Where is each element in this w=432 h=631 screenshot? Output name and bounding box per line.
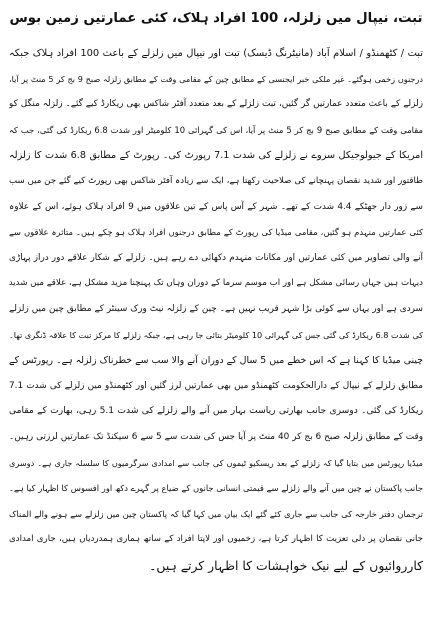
article-line: ریکارڈ کی گئی۔ دوسری جانب بھارتی ریاست بہار میں آنے والے زلزلے کی شدت 5.1 رہی، بھارت کے مقامی <box>9 406 423 417</box>
article-line: تبت / کٹھمنڈو / اسلام آباد (مانیٹرنگ ڈیسک) تبت اور نیپال میں زلزلے کے باعث 100 افراد ہلاک جبکہ <box>9 48 423 59</box>
article-line: آنے والی تصاویر میں کئی عمارتیں اور مکانات منہدم دکھائی دے رہے ہیں۔ زلزلے کے شکار علاقے دور دراز پہاڑی <box>9 252 423 263</box>
article-line: کی شدت 6.8 ریکارڈ کی گئی جس کی گہرائی 10 کلومیٹر بتائی جا رہی ہے، جبکہ زلزلے کا مرکز تبت کا علاقہ ڈنگری تھا۔ <box>9 329 423 340</box>
article-line: دیہات ہیں جہاں رسائی مشکل ہے اور اب موسم سرما کے دوران وہاں تک پہنچنا مزید مشکل ہے، علاقے میں شدید <box>9 278 423 289</box>
article-line: امریکا کے جیولوجیکل سروے نے زلزلے کی شدت 7.1 رپورٹ کی۔ رپورٹ کے مطابق 6.8 شدت کا زلزلہ <box>9 150 423 162</box>
article-line: طاقتور اور شدید نقصان پہنچانے کی صلاحیت رکھتا ہے، ایک سے زیادہ آفٹر شاکس بھی رپورٹ کیے گئے جن میں سب <box>9 175 423 186</box>
article-headline: تبت، نیپال میں زلزلہ، 100 افراد ہلاک، کئی عمارتیں زمین بوس <box>9 11 423 26</box>
article-line: مقامی وقت کے مطابق صبح 9 بج کر 5 منٹ پر آیا، اس کی گہرائی 10 کلومیٹر اور شدت 6.8 ریکارڈ کی گئی، جب کہ <box>9 124 423 135</box>
article-line: میڈیا رپورٹس میں بتایا گیا کہ زلزلے کے بعد ریسکیو ٹیموں کی جانب سے امدادی سرگرمیوں کا سلسلہ جاری ہے۔ دوسری <box>9 457 423 468</box>
article-line: مطابق زلزلے کے نیپال کے دارالحکومت کٹھمنڈو میں بھی عمارتیں لرز گئیں اور کٹھمنڈو میں زلزلے کی شدت 7.1 <box>9 380 423 391</box>
article-line: جانب پاکستان نے چین میں آنے والے زلزلے سے قیمتی انسانی جانوں کے ضیاع پر گہرے دکھ اور افسوس کا اظہار کیا ہے۔ <box>9 483 423 494</box>
article-line: سے زور دار جھٹکے 4.4 شدت کے تھے۔ شہر کے آس پاس کے تین علاقوں میں 9 افراد ہلاک ہوئے، اس کے علاوہ <box>9 201 423 212</box>
article-line: درجنوں زخمی ہوگئے۔ غیر ملکی خبر ایجنسی کے مطابق چین کے مقامی وقت کے مطابق زلزلہ صبح 9 بج کر 5 منٹ پر آیا، <box>9 73 423 84</box>
article-body <box>9 41 423 578</box>
article-line: زلزلے کے باعث متعدد عمارتیں گر گئیں، تبت زلزلے کے بعد متعدد آفٹر شاکس بھی ریکارڈ کیے گئے۔ زلزلہ منگل کو <box>9 99 423 110</box>
article-line: وقت کے مطابق زلزلہ صبح 6 بج کر 40 منٹ پر آیا جس کی شدت سے 5 سے 6 سیکنڈ تک عمارتیں لرزتی رہیں۔ <box>9 431 423 442</box>
article-line: چینی میڈیا کا کہنا ہے کہ اس خطے میں 5 سال کے دوران آنے والا سب سے خطرناک زلزلہ ہے۔ رپورٹس کے <box>9 355 423 367</box>
article-line: جانی نقصان پر دلی تعزیت کا اظہار کرتا ہے، زخمیوں اور لاپتا افراد کے ساتھ ہماری ہمدردیاں ہیں، جاری امدادی <box>9 534 423 545</box>
article-line: کئی عمارتیں منہدم ہو گئیں، مقامی میڈیا کی رپورٹ کے مطابق درجنوں افراد ہلاک ہو چکے ہیں۔ متاثرہ علاقوں سے <box>9 227 423 238</box>
article-line: سردی ہے اور یہاں سے کوئی بڑا شہر قریب نہیں ہے۔ چین کے زلزلہ نیٹ ورک سینٹر کے مطابق چین میں زلزلے <box>9 303 423 314</box>
article-line: کارروائیوں کے لیے نیک خواہشات کا اظہار کرتے ہیں۔ <box>149 557 423 573</box>
article-line: ترجمان دفتر خارجہ کی جانب سے جاری کئے گئے ایک بیان میں کہا گیا کہ پاکستان چین میں زلزلے سے ہونے والے المناک <box>9 508 423 519</box>
